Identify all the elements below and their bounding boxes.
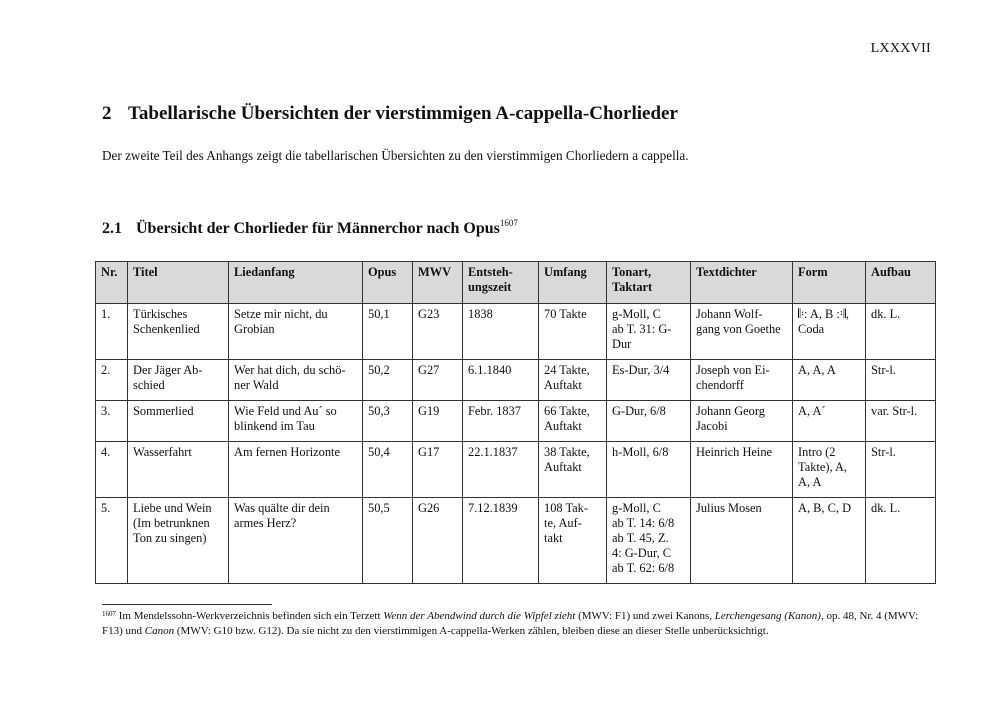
subsection-number: 2.1 (102, 220, 122, 237)
section-title: Tabellarische Übersichten der vierstimmigen A-cappella-Chorlieder (128, 103, 678, 124)
cell-umfang (539, 304, 607, 360)
cell-line: 38 Takte, (544, 445, 590, 459)
cell-aufbau: dk. L. (866, 304, 936, 360)
cell-line: Dur (612, 337, 632, 351)
cell-titel (128, 442, 229, 498)
table-row (96, 360, 936, 401)
cell-nr: 1. (96, 304, 128, 360)
cell-textdichter (691, 442, 793, 498)
cell-entstehungszeit: 1838 (463, 304, 539, 360)
cell-opus: 50,4 (363, 442, 413, 498)
cell-line: Schenkenlied (133, 322, 200, 336)
cell-line: Joseph von Ei- (696, 363, 770, 377)
cell-line: ner Wald (234, 378, 279, 392)
table-header-row (96, 262, 936, 304)
cell-form (793, 304, 866, 360)
header-opus: Opus (363, 262, 413, 304)
cell-line: chendorff (696, 378, 744, 392)
cell-textdichter (691, 360, 793, 401)
footnote-work-title: Wenn der Abendwind durch die Wipfel zieht (383, 610, 576, 622)
cell-entstehungszeit: 6.1.1840 (463, 360, 539, 401)
footnote-text: (MWV: F1) und zwei Kanons, (575, 610, 715, 622)
cell-line: A, B, C, D (798, 501, 852, 515)
cell-aufbau: Str-l. (866, 442, 936, 498)
section-number: 2 (102, 103, 112, 124)
cell-line: g-Moll, C (612, 501, 661, 515)
header-mwv: MWV (413, 262, 463, 304)
subsection-title: Übersicht der Chorlieder für Männerchor nach Opus (136, 220, 500, 237)
footnote-text: Im Mendelssohn-Werkverzeichnis befinden sich ein Terzett (116, 610, 384, 622)
cell-umfang (539, 498, 607, 584)
cell-entstehungszeit: Febr. 1837 (463, 401, 539, 442)
cell-textdichter (691, 401, 793, 442)
cell-line: Türkisches (133, 307, 188, 321)
footnote-number: 1607 (102, 610, 116, 618)
cell-line: Der Jäger Ab- (133, 363, 203, 377)
footnote-divider (102, 604, 272, 605)
cell-textdichter (691, 304, 793, 360)
cell-line: Setze mir nicht, du (234, 307, 328, 321)
cell-opus: 50,5 (363, 498, 413, 584)
cell-mwv: G17 (413, 442, 463, 498)
footnote (102, 609, 932, 639)
cell-line: Wasserfahrt (133, 445, 192, 459)
cell-line: Was quälte dir dein (234, 501, 330, 515)
cell-textdichter (691, 498, 793, 584)
header-titel: Titel (128, 262, 229, 304)
cell-line: G-Dur, 6/8 (612, 404, 666, 418)
cell-umfang (539, 360, 607, 401)
cell-entstehungszeit: 22.1.1837 (463, 442, 539, 498)
footnote-work-title: Canon (144, 625, 175, 637)
subsection-heading (102, 220, 518, 238)
cell-nr: 5. (96, 498, 128, 584)
cell-nr: 2. (96, 360, 128, 401)
cell-line: Ton zu singen) (133, 531, 207, 545)
cell-line: 66 Takte, (544, 404, 590, 418)
cell-line: 𝄆: A, B :𝄇, (798, 307, 849, 321)
cell-titel (128, 401, 229, 442)
page-number: LXXXVII (870, 41, 931, 56)
section-heading (102, 103, 678, 125)
cell-line: (Im betrunknen (133, 516, 210, 530)
cell-line: 24 Takte, (544, 363, 590, 377)
cell-line: A, A´ (798, 404, 826, 418)
cell-nr: 4. (96, 442, 128, 498)
cell-line: 108 Tak- (544, 501, 588, 515)
cell-line: Intro (2 (798, 445, 836, 459)
cell-nr: 3. (96, 401, 128, 442)
cell-aufbau: Str-l. (866, 360, 936, 401)
cell-titel (128, 360, 229, 401)
cell-mwv: G19 (413, 401, 463, 442)
footnote-text: , op. 48, Nr. 4 (MWV: F13) und (102, 610, 919, 637)
cell-line: Am fernen Horizonte (234, 445, 340, 459)
cell-line: ab T. 62: 6/8 (612, 561, 675, 575)
cell-line: takt (544, 531, 563, 545)
header-textdichter: Textdichter (691, 262, 793, 304)
cell-entstehungszeit: 7.12.1839 (463, 498, 539, 584)
cell-line: Auftakt (544, 460, 582, 474)
cell-line: Takte), A, (798, 460, 848, 474)
cell-tonart (607, 498, 691, 584)
header-entstehungszeit (463, 262, 539, 304)
cell-liedanfang (229, 304, 363, 360)
cell-opus: 50,1 (363, 304, 413, 360)
section-intro: Der zweite Teil des Anhangs zeigt die tabellarischen Übersichten zu den vierstimmigen Chorliedern a cappella. (102, 148, 689, 163)
header-line: Entsteh- (468, 265, 513, 279)
cell-line: ab T. 31: G- (612, 322, 672, 336)
cell-umfang (539, 442, 607, 498)
cell-line: gang von Goethe (696, 322, 781, 336)
cell-tonart (607, 360, 691, 401)
header-tonart (607, 262, 691, 304)
cell-liedanfang (229, 442, 363, 498)
header-umfang: Umfang (539, 262, 607, 304)
cell-line: A, A (798, 475, 822, 489)
header-line: Tonart, (612, 265, 652, 279)
cell-line: ab T. 14: 6/8 (612, 516, 675, 530)
cell-line: Auftakt (544, 378, 582, 392)
chorlieder-table (95, 261, 936, 584)
cell-line: Wie Feld und Au´ so (234, 404, 337, 418)
header-line: ungszeit (468, 280, 512, 294)
cell-titel (128, 304, 229, 360)
cell-titel (128, 498, 229, 584)
cell-line: blinkend im Tau (234, 419, 315, 433)
cell-form (793, 498, 866, 584)
table-row (96, 304, 936, 360)
cell-line: ab T. 45, Z. (612, 531, 669, 545)
cell-line: Es-Dur, 3/4 (612, 363, 670, 377)
cell-line: Jacobi (696, 419, 728, 433)
footnote-work-title: Lerchengesang (Kanon) (714, 610, 821, 622)
header-nr: Nr. (96, 262, 128, 304)
cell-line: te, Auf- (544, 516, 582, 530)
footnote-text: (MWV: G10 bzw. G12). Da sie nicht zu den vierstimmigen A-cappella-Werken zählen, bleiben diese an dieser Stelle unberücksichtigt. (174, 625, 769, 637)
table-row (96, 498, 936, 584)
header-form: Form (793, 262, 866, 304)
cell-line: A, A, A (798, 363, 836, 377)
cell-form (793, 360, 866, 401)
cell-tonart (607, 304, 691, 360)
cell-liedanfang (229, 360, 363, 401)
header-aufbau: Aufbau (866, 262, 936, 304)
cell-line: Heinrich Heine (696, 445, 773, 459)
cell-mwv: G27 (413, 360, 463, 401)
header-liedanfang: Liedanfang (229, 262, 363, 304)
cell-line: Auftakt (544, 419, 582, 433)
cell-form (793, 442, 866, 498)
cell-line: Sommerlied (133, 404, 194, 418)
cell-opus: 50,3 (363, 401, 413, 442)
table-row (96, 401, 936, 442)
cell-umfang (539, 401, 607, 442)
cell-line: Coda (798, 322, 825, 336)
cell-tonart (607, 442, 691, 498)
cell-mwv: G23 (413, 304, 463, 360)
cell-mwv: G26 (413, 498, 463, 584)
cell-line: 4: G-Dur, C (612, 546, 672, 560)
cell-tonart (607, 401, 691, 442)
cell-liedanfang (229, 401, 363, 442)
cell-line: Johann Wolf- (696, 307, 763, 321)
cell-line: Grobian (234, 322, 275, 336)
cell-form (793, 401, 866, 442)
cell-line: 70 Takte (544, 307, 587, 321)
table-row (96, 442, 936, 498)
cell-line: Johann Georg (696, 404, 765, 418)
cell-line: g-Moll, C (612, 307, 661, 321)
cell-line: schied (133, 378, 165, 392)
cell-line: Julius Mosen (696, 501, 762, 515)
cell-line: h-Moll, 6/8 (612, 445, 669, 459)
cell-aufbau: var. Str-l. (866, 401, 936, 442)
cell-line: Liebe und Wein (133, 501, 212, 515)
cell-aufbau: dk. L. (866, 498, 936, 584)
cell-line: armes Herz? (234, 516, 297, 530)
footnote-reference: 1607 (499, 218, 518, 228)
header-line: Taktart (612, 280, 653, 294)
cell-liedanfang (229, 498, 363, 584)
cell-opus: 50,2 (363, 360, 413, 401)
cell-line: Wer hat dich, du schö- (234, 363, 346, 377)
